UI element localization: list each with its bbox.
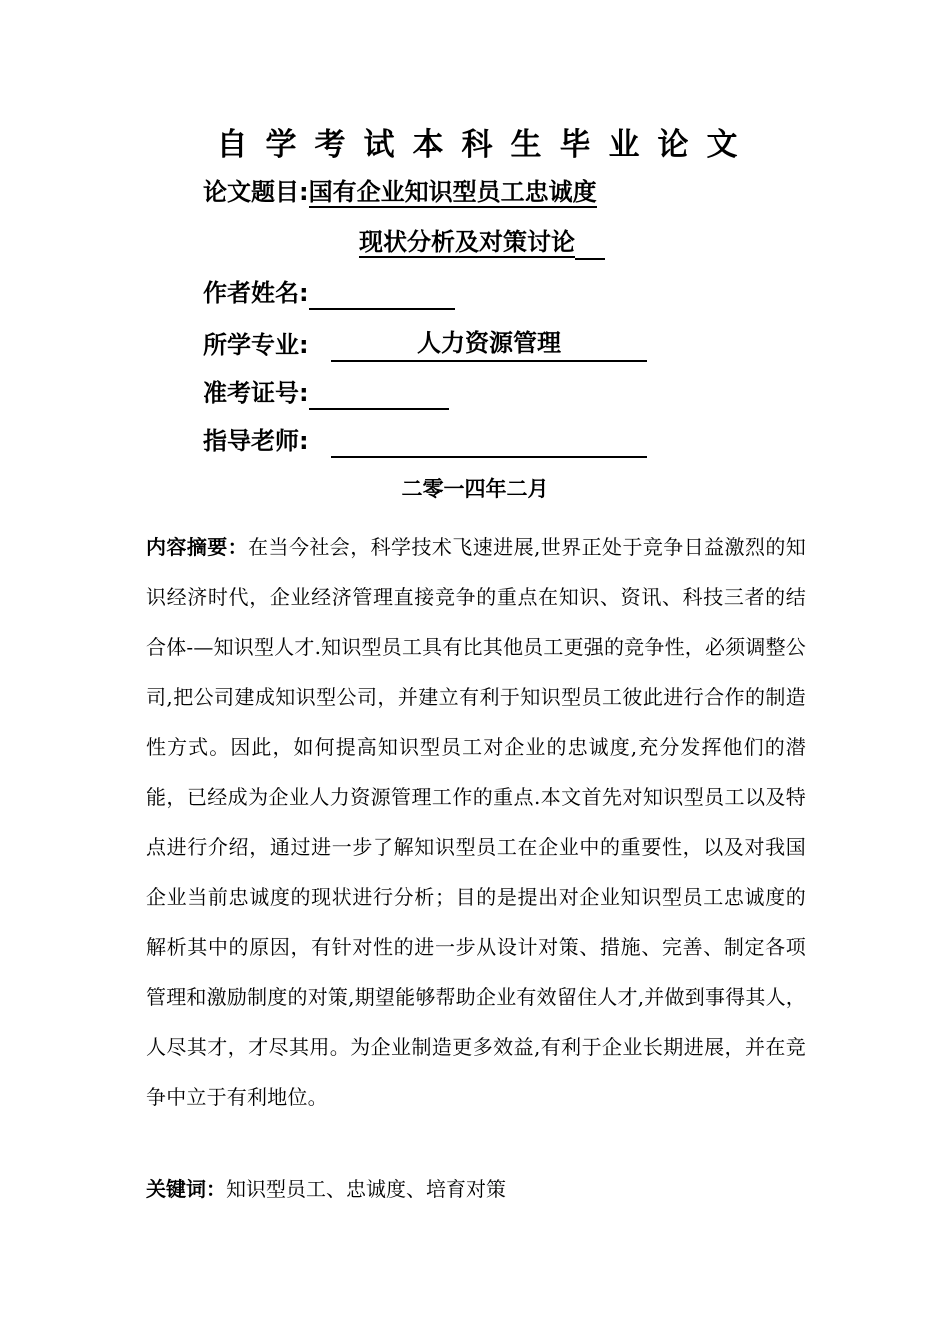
exam-id-label: 准考证号:: [203, 379, 309, 407]
keywords-label: 关键词：: [146, 1177, 226, 1201]
exam-id-field: [203, 376, 449, 410]
document-title: 自学考试本科生毕业论文: [216, 127, 756, 163]
advisor-value: [331, 426, 647, 458]
author-field: [203, 276, 455, 310]
major-value: 人力资源管理: [331, 326, 647, 362]
advisor-field: [203, 424, 647, 458]
exam-id-value: [309, 378, 449, 410]
topic-line2: 现状分析及对策讨论: [359, 228, 575, 256]
keywords-line: [146, 1172, 806, 1206]
abstract-text: 在当今社会，科学技术飞速进展,世界正处于竞争日益激烈的知识经济时代，企业经济管理直接竞争的重点在知识、资讯、科技三者的结合体-—知识型人才.知识型员工具有比其他员工更强的竞争性，必须调整公司,把公司建成知识型公司，并建立有利于知识型员工彼此进行合作的制造性方式。因此，如何提高知识型员工对企业的忠诚度,充分发挥他们的潜能，已经成为企业人力资源管理工作的重点.本文首先对知识型员工以及特点进行介绍，通过进一步了解知识型员工在企业中的重要性，以及对我国企业当前忠诚度的现状进行分析；目的是提出对企业知识型员工忠诚度的解析其中的原因，有针对性的进一步从设计对策、措施、完善、制定各项管理和激励制度的对策,期望能够帮助企业有效留住人才,并做到事得其人，人尽其才，才尽其用。为企业制造更多效益,有利于企业长期进展，并在竞争中立于有利地位。: [146, 535, 806, 1109]
topic-field: [203, 175, 597, 209]
keywords-text: 知识型员工、忠诚度、培育对策: [226, 1177, 506, 1201]
abstract-paragraph: [146, 522, 806, 1122]
major-field: [203, 326, 647, 362]
topic-label: 论文题目:: [203, 178, 309, 206]
abstract-label: 内容摘要：: [146, 535, 249, 559]
topic-line2-row: [359, 225, 605, 260]
major-label: 所学专业:: [203, 331, 309, 359]
author-label: 作者姓名:: [203, 279, 309, 307]
author-value: [309, 278, 455, 310]
topic-line1: 国有企业知识型员工忠诚度: [308, 178, 597, 206]
topic-underline-tail: [575, 228, 605, 260]
advisor-label: 指导老师:: [203, 427, 309, 455]
document-date: 二零一四年二月: [401, 477, 549, 501]
